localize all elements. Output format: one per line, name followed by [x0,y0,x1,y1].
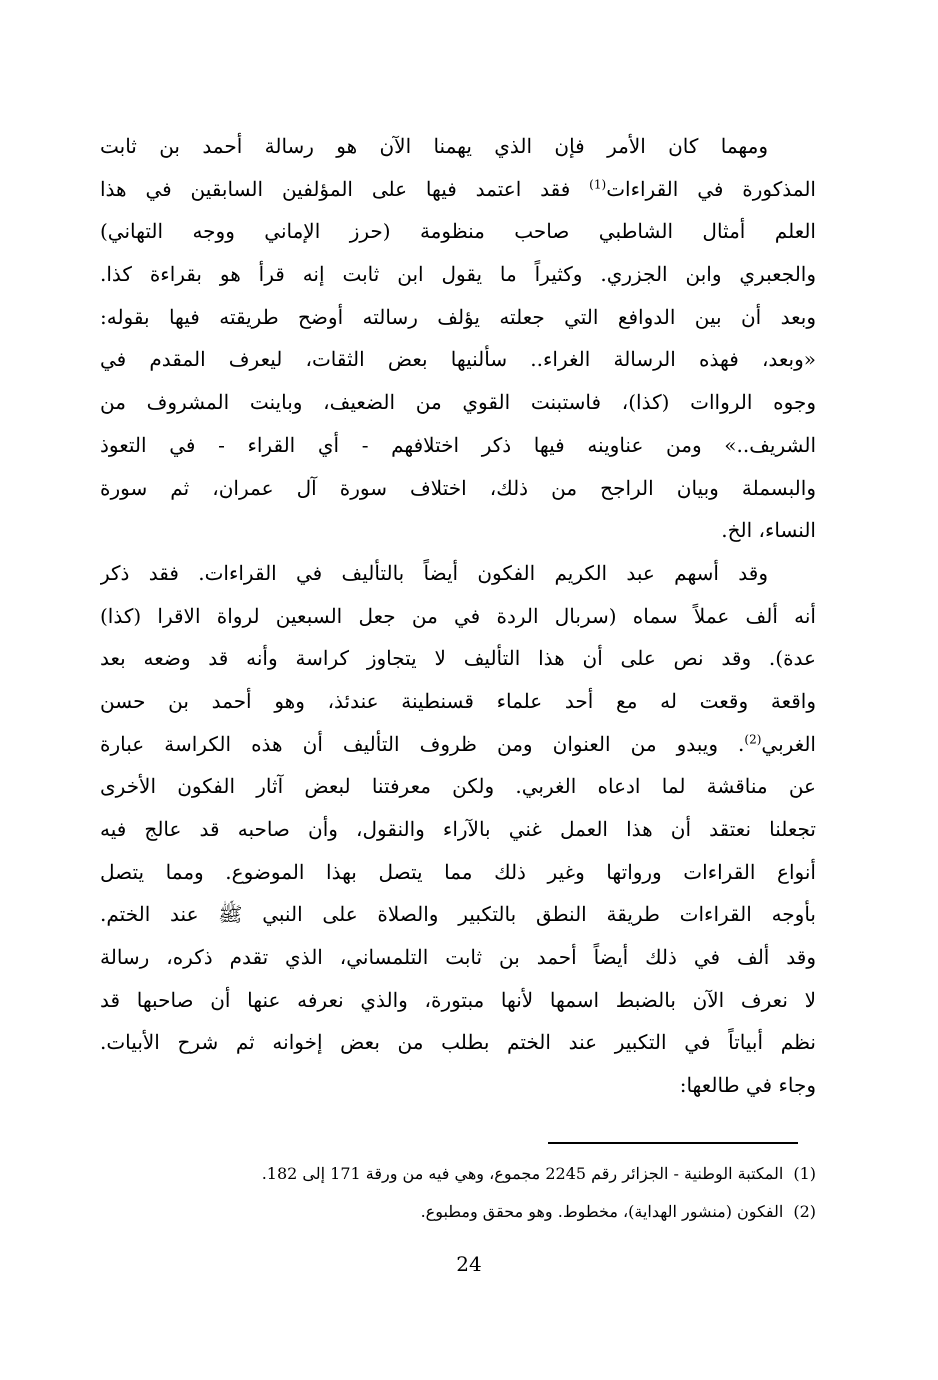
text-line: أنواع القراءات ورواتها وغير ذلك مما يتصل بهذا الموضوع. ومما يتصل [100,859,816,884]
text-line: والبسملة وبيان الراجح من ذلك، اختلاف سورة آل عمران، ثم سورة [100,475,816,500]
text-fragment: الغربي [761,731,816,756]
text-line: والجعبري وابن الجزري. وكثيراً ما يقول ابن ثابت إنه قرأ هو بقراءة كذا. [100,262,816,287]
text-line: عن مناقشة لما ادعاه الغربي. ولكن معرفتنا لبعض آثار الفكون الأخرى [100,774,816,799]
text-line: نظم أبياتاً في التكبير عند الختم بطلب من بعض إخوانه ثم شرح الأبيات. [100,1030,816,1055]
text-line: ومهما كان الأمر فإن الذي يهمنا الآن هو رسالة أحمد بن ثابت [100,134,768,158]
text-line: وجاء في طالعها: [679,1073,816,1098]
text-line: أنه ألف عملاً سماه (سربال الردة في من جعل السبعين لرواة الاقرا (كذا) [100,603,816,628]
text-line: تجعلنا نعتقد أن هذا العمل غني بالآراء والنقول، وأن صاحبه قد عالج فيه [100,817,816,841]
footnote-marker: (1) [589,177,607,192]
footnote-number: (2) [793,1202,816,1221]
text-fragment: . ويبدو من العنوان ومن ظروف التأليف أن هذه الكراسة عبارة [100,731,745,756]
text-line: العلم أمثال الشاطبي صاحب منظومة (حرز الإماني ووجه التهاني) [100,219,816,244]
footnotes [120,1155,816,1231]
text-line: «وبعد، فهذه الرسالة الغراء.. سألنيها بعض الثقات، ليعرف المقدم في [100,347,816,372]
text-line: واقعة وقعت له مع أحد علماء قسنطينة عندئذ، وهو أحمد بن حسن [100,688,816,713]
text-fragment: المذكورة في القراءات [606,176,816,201]
text-line: وقد ألف في ذلك أيضاً أحمد بن ثابت التلمساني، الذي تقدم ذكره، رسالة [100,945,816,970]
text-line [100,168,816,211]
page-number: 24 [456,1252,482,1276]
footnote-marker: (2) [744,731,762,746]
body-text [100,125,816,1107]
footnote-1 [120,1155,816,1193]
text-line: وقد أسهم عبد الكريم الفكون أيضاً بالتأليف في القراءات. فقد ذكر [100,560,768,585]
text-fragment: فقد اعتمد فيها على المؤلفين السابقين في هذا [100,176,590,201]
footnote-text: الفكون (منشور الهداية)، مخطوط. وهو محقق ومطبوع. [420,1202,784,1221]
text-line: عدة). وقد نص على أن هذا التأليف لا يتجاوز كراسة وأنه قد وضعه بعد [100,646,816,671]
text-line: النساء، الخ. [721,518,816,543]
text-line: لا نعرف الآن بالضبط اسمها لأنها مبتورة، والذي نعرفه عنها أن صاحبها قد [100,987,816,1012]
text-line: وبعد أن بين الدوافع التي جعلته يؤلف رسالته أوضح طريقته فيها بقوله: [100,304,816,329]
text-line: الشريف..» ومن عناوينه فيها ذكر اختلافهم - أي القراء - في التعوذ [100,432,816,457]
footnote-2 [120,1193,816,1231]
text-line [100,723,816,766]
text-line: وجوه الرواات (كذا)، فاستبنت القوي من الضعيف، وباينت المشروف من [100,390,816,415]
text-line: بأوجه القراءات طريقة النطق بالتكبير والصلاة على النبي ﷺ عند الختم. [100,902,816,927]
footnote-text: المكتبة الوطنية - الجزائر رقم 2245 مجموع، وهي فيه من ورقة 171 إلى 182. [261,1164,784,1183]
footnote-number: (1) [793,1164,816,1183]
footnote-separator [548,1142,798,1144]
